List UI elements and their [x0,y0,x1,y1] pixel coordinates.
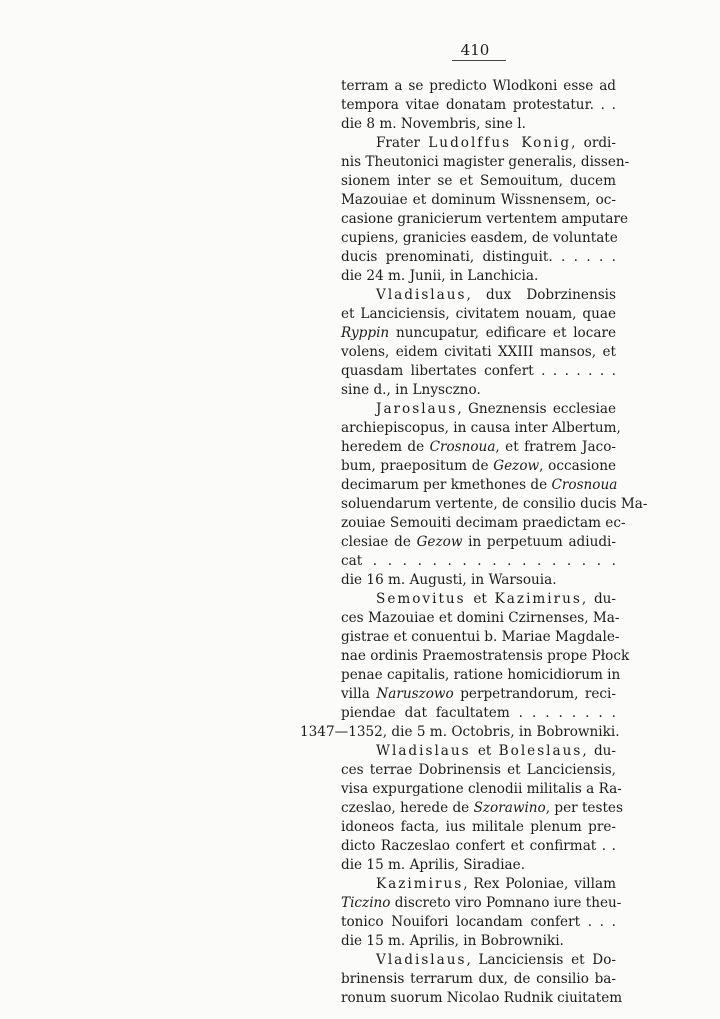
page-number-rule [452,60,506,61]
person-name: Vladislaus [376,287,467,303]
text-line: die 16 m. Augusti, in Warsouia. [341,572,557,588]
person-name: Wladislaus [376,743,471,759]
person-name: Vladislaus [376,952,467,968]
text-line: heredem de Crosnoua, et fratrem Jaco- [341,439,616,455]
text-line: Jaroslaus, Gneznensis ecclesiae [376,401,616,417]
text-line: tonico Nouifori locandam confert . . . [341,914,616,930]
text-line: tempora vitae donatam protestatur. . . [341,97,616,113]
text-line: quasdam libertates confert . . . . . . . [341,363,616,379]
text-line: sine d., in Lnysczno. [341,382,481,398]
text-line: terram a se predicto Wlodkoni esse ad [341,78,616,94]
text-line: volens, eidem civitati XXIII mansos, et [341,344,616,360]
page-number: 410 [460,41,490,59]
place-name: Gezow [493,458,540,474]
text-line: zouiae Semouiti decimam praedictam ec- [341,515,626,531]
text-line: visa expurgatione clenodii militalis a Ra- [341,781,622,797]
text-line: nis Theutonici magister generalis, dissen- [341,154,630,170]
text-line: soluendarum vertente, de consilio ducis Ma- [341,496,648,512]
text-line: Ticzino discreto viro Pomnano iure theu- [341,895,622,911]
text-line: Vladislaus, Lanciciensis et Do- [376,952,616,968]
text-line: die 15 m. Aprilis, in Bobrowniki. [341,933,564,949]
text-line: villa Naruszowo perpetrandorum, reci- [341,686,616,702]
text-line: sionem inter se et Semouitum, ducem [341,173,616,189]
place-name: Ticzino [341,895,391,911]
text-line: czeslao, herede de Szorawino, per testes [341,800,623,816]
person-name: Kazimirus [494,591,582,607]
text-line: Semovitus et Kazimirus, du- [376,591,616,607]
text-line: piendae dat facultatem . . . . . . . . [341,705,616,721]
text-line: et Lanciciensis, civitatem nouam, quae [341,306,616,322]
text-line: clesiae de Gezow in perpetuum adiudi- [341,534,616,550]
place-name: Szorawino [473,800,546,816]
text-line: ronum suorum Nicolao Rudnik ciuitatem [341,990,623,1006]
text-line: casione granicierum vertentem amputare [341,211,628,227]
text-line: cat . . . . . . . . . . . . . . . . . [341,553,616,569]
place-name: Crosnoua [429,439,496,455]
text-line: idoneos facta, ius militale plenum pre- [341,819,616,835]
text-line: nae ordinis Praemostratensis prope Płock [341,648,630,664]
text-line: penae capitalis, ratione homicidiorum in [341,667,621,683]
person-name: Boleslaus [498,743,583,759]
text-line: die 24 m. Junii, in Lanchicia. [341,268,539,284]
text-line: Wladislaus et Boleslaus, du- [376,743,616,759]
text-line: Frater Ludolffus Konig, ordi- [376,135,616,151]
text-line: Vladislaus, dux Dobrzinensis [376,287,616,303]
text-line: ces terrae Dobrinensis et Lanciciensis, [341,762,616,778]
place-name: Crosnoua [551,477,618,493]
person-name: Kazimirus [376,876,464,892]
person-name: Jaroslaus [376,401,458,417]
place-name: Ryppin [341,325,390,341]
person-name: Semovitus [376,591,466,607]
text-line: gistrae et conuentui b. Mariae Magdale- [341,629,620,645]
text-line: 1347—1352, die 5 m. Octobris, in Bobrowniki. [300,724,620,740]
person-name: Ludolffus Konig [428,135,572,151]
text-line: archiepiscopus, in causa inter Albertum, [341,420,621,436]
text-line: cupiens, granicies easdem, de voluntate [341,230,618,246]
text-line: die 8 m. Novembris, sine l. [341,116,526,132]
place-name: Gezow [416,534,463,550]
text-line: die 15 m. Aprilis, Siradiae. [341,857,526,873]
place-name: Naruszowo [376,686,454,702]
text-line: decimarum per kmethones de Crosnoua [341,477,618,493]
text-line: Ryppin nuncupatur, edificare et locare [341,325,616,341]
text-line: Kazimirus, Rex Poloniae, villam [376,876,616,892]
text-line: ducis prenominati, distinguit. . . . . . [341,249,616,265]
text-line: ces Mazouiae et domini Czirnenses, Ma- [341,610,620,626]
text-line: dicto Raczeslao confert et confirmat . . [341,838,616,854]
text-line: bum, praepositum de Gezow, occasione [341,458,617,474]
text-line: brinensis terrarum dux, de consilio ba- [341,971,616,987]
text-line: Mazouiae et dominum Wissnensem, oc- [341,192,616,208]
